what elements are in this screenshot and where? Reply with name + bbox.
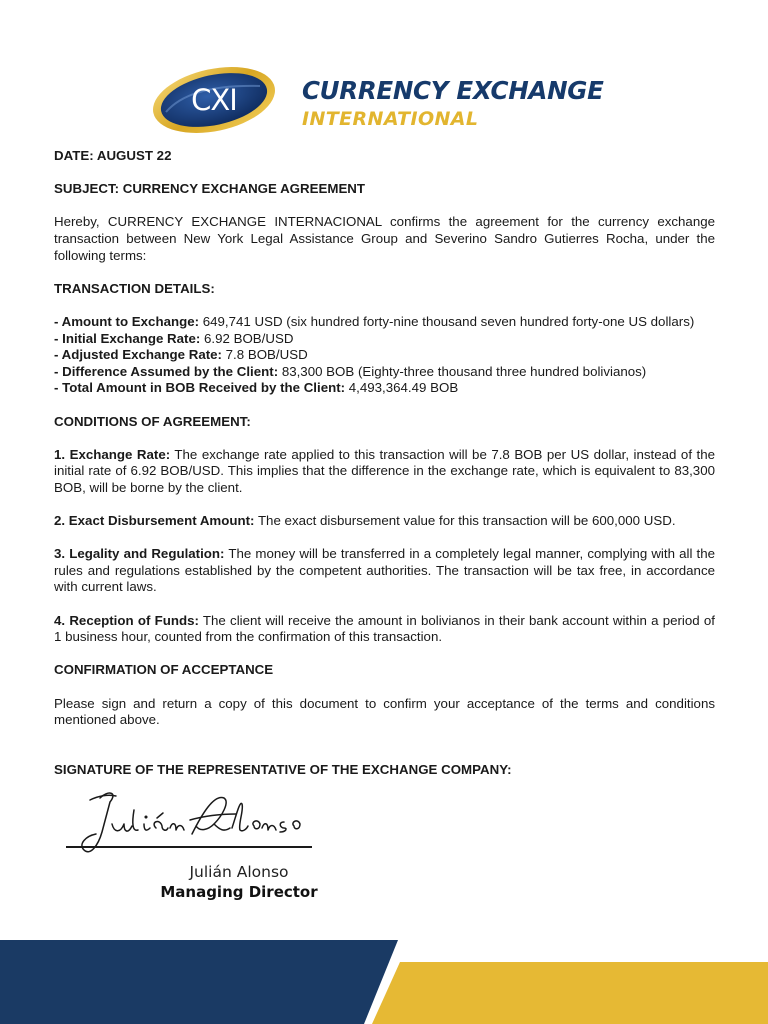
detail-value: 6.92 BOB/USD [200,330,294,346]
condition-item [54,447,715,497]
transaction-detail [54,314,715,331]
detail-label: - Amount to Exchange: [54,313,200,329]
representative-title: Managing Director [160,883,318,901]
condition-label: 4. Reception of Funds: [54,612,199,628]
confirmation-text: Please sign and return a copy of this document to confirm your acceptance of the terms and conditions mentioned above. [54,695,715,728]
transaction-heading: TRANSACTION DETAILS: [54,280,215,296]
document-subject: SUBJECT: CURRENCY EXCHANGE AGREEMENT [54,181,366,197]
condition-label: 3. Legality and Regulation: [54,546,225,562]
document-date: DATE: AUGUST 22 [54,148,172,163]
condition-label: 2. Exact Disbursement Amount: [54,513,255,529]
conditions-heading: CONDITIONS OF AGREEMENT: [54,413,251,429]
agreement-body [54,148,715,779]
detail-label: - Total Amount in BOB Received by the Client: [54,380,346,396]
cxi-emblem [150,64,282,136]
detail-value: 7.8 BOB/USD [221,347,308,363]
handwritten-signature [64,784,314,860]
condition-text: The exchange rate applied to this transaction will be 7.8 BOB per US dollar, instead of the initial rate of 6.92 BOB/USD. This implies that the difference in the exchange rate, which is equivalent to 83,300 BOB, will be borne by the client. [54,446,715,495]
transaction-detail [54,364,715,381]
transaction-detail [54,347,715,364]
detail-value: 649,741 USD (six hundred forty-nine thousand seven hundred forty-one US dollars) [199,313,695,329]
footer-bands [0,940,768,1024]
condition-text: The client will receive the amount in bolivianos in their bank account within a period of 1 business hour, counted from the confirmation of this transaction. [54,612,715,645]
company-logo [150,64,620,136]
detail-value: 4,493,364.49 BOB [345,380,459,396]
condition-text: The exact disbursement value for this transaction will be 600,000 USD. [254,513,676,529]
logo-subtitle: INTERNATIONAL [302,108,479,130]
detail-value: 83,300 BOB (Eighty-three thousand three hundred bolivianos) [278,363,647,379]
footer-gold-band [372,962,768,1024]
condition-label: 1. Exchange Rate: [54,446,171,462]
condition-item [54,613,715,646]
confirmation-heading: CONFIRMATION OF ACCEPTANCE [54,662,274,678]
detail-label: - Initial Exchange Rate: [54,330,201,346]
representative-name: Julián Alonso [189,863,289,881]
transaction-detail [54,331,715,348]
signature-heading: SIGNATURE OF THE REPRESENTATIVE OF THE EXCHANGE COMPANY: [54,761,512,777]
detail-label: - Difference Assumed by the Client: [54,363,279,379]
transaction-detail [54,380,715,397]
intro-paragraph: Hereby, CURRENCY EXCHANGE INTERNACIONAL confirms the agreement for the currency exchange transaction between New York Legal Assistance Group and Severino Sandro Gutierres Rocha, under the following terms: [54,214,715,263]
condition-text: The money will be transferred in a completely legal manner, complying with all the rules and regulations established by the competent authorities. The transaction will be tax free, in accordance with current laws. [54,546,716,595]
footer-navy-band [0,940,398,1024]
detail-label: - Adjusted Exchange Rate: [54,347,222,363]
signature-line [66,846,312,848]
condition-item [54,513,715,530]
logo-title: CURRENCY EXCHANGE [302,76,604,105]
emblem-text: CXI [191,83,237,117]
condition-item [54,546,715,596]
